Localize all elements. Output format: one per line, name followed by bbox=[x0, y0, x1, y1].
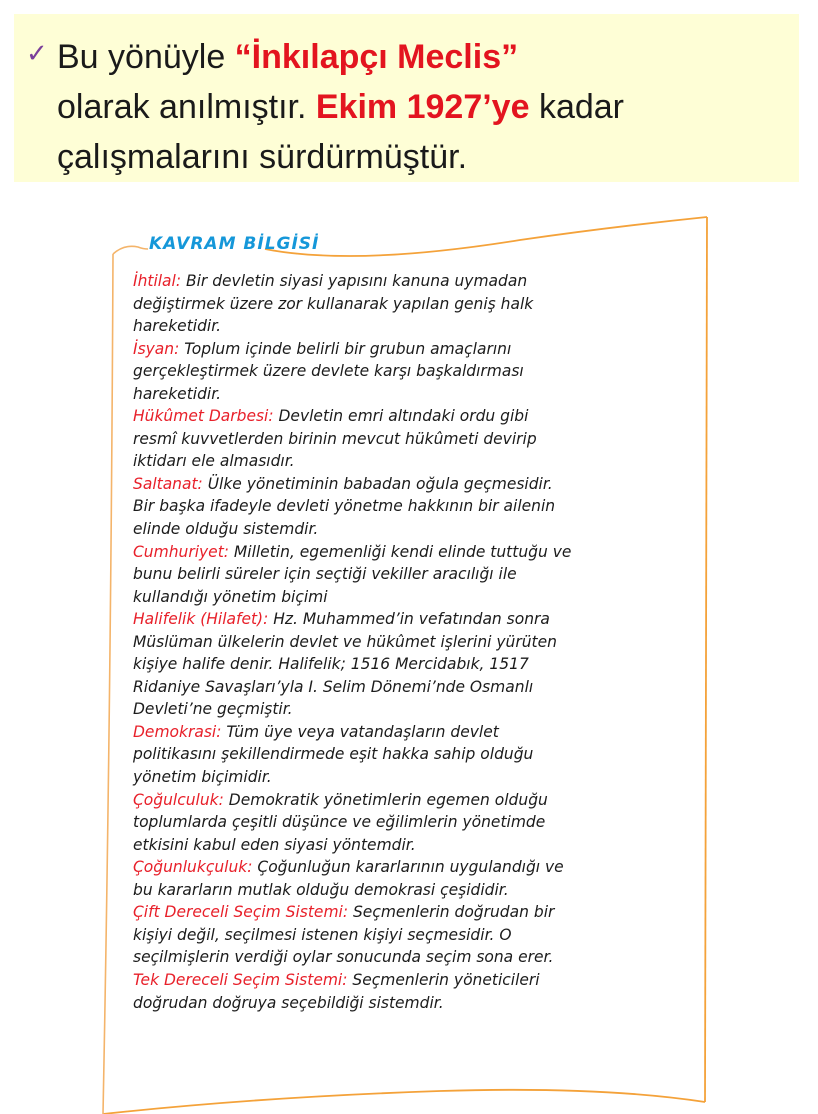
definition-line-term-start bbox=[133, 789, 701, 812]
definition-line bbox=[133, 653, 701, 676]
definition-text: resmî kuvvetlerden birinin mevcut hükûmeti devirip bbox=[133, 429, 537, 448]
definition-text: Ridaniye Savaşları’yla I. Selim Dönemi’nde Osmanlı bbox=[133, 677, 534, 696]
definition-text: değiştirmek üzere zor kullanarak yapılan geniş halk bbox=[133, 294, 534, 313]
definition-line bbox=[133, 383, 701, 406]
definition-line-term-start bbox=[133, 721, 701, 744]
definition-text: doğrudan doğruya seçebildiği sistemdir. bbox=[133, 993, 444, 1012]
definition-text: Devleti’ne geçmiştir. bbox=[133, 700, 293, 719]
definition-line bbox=[133, 698, 701, 721]
definition-text: kişiye halife denir. Halifelik; 1516 Mercidabık, 1517 bbox=[133, 655, 529, 674]
definition-line bbox=[133, 924, 701, 947]
definition-text: Seçmenlerin yöneticileri bbox=[347, 970, 540, 989]
definition-term: Cumhuriyet: bbox=[133, 542, 229, 561]
definition-line-term-start bbox=[133, 608, 701, 631]
definition-text: Bir başka ifadeyle devleti yönetme hakkının bir ailenin bbox=[133, 497, 556, 516]
callout-line-3: çalışmalarını sürdürmüştür. bbox=[57, 138, 468, 176]
definition-text: Bir devletin siyasi yapısını kanuna uymadan bbox=[181, 272, 528, 290]
definition-text: Toplum içinde belirli bir grubun amaçlarını bbox=[179, 339, 512, 358]
definition-line bbox=[133, 495, 701, 518]
definition-term: İsyan: bbox=[133, 339, 180, 358]
definition-line bbox=[133, 563, 701, 586]
definition-text: bunu belirli süreler için seçtiği vekiller aracılığı ile bbox=[133, 565, 517, 584]
definition-text: iktidarı ele almasıdır. bbox=[133, 452, 295, 471]
definition-term: Tek Dereceli Seçim Sistemi: bbox=[133, 970, 348, 989]
definition-text: seçilmişlerin verdiği oylar sonucunda seçim sona erer. bbox=[133, 948, 554, 967]
definition-line bbox=[133, 811, 701, 834]
definition-text: etkisini kabul eden siyasi yöntemdir. bbox=[133, 835, 416, 854]
definition-line bbox=[133, 946, 701, 969]
concept-box-title: KAVRAM BİLGİSİ bbox=[149, 234, 320, 254]
definition-text: hareketidir. bbox=[133, 317, 222, 336]
definition-line-term-start bbox=[133, 405, 701, 428]
definition-line bbox=[133, 743, 701, 766]
definition-text: kullandığı yönetim biçimi bbox=[133, 587, 328, 606]
definition-text: Müslüman ülkelerin devlet ve hükûmet işlerini yürüten bbox=[133, 632, 557, 651]
highlight-date: Ekim 1927’ye bbox=[315, 88, 530, 126]
definition-line-term-start bbox=[133, 901, 701, 924]
definition-line bbox=[133, 631, 701, 654]
definition-text: Milletin, egemenliği kendi elinde tuttuğu ve bbox=[228, 542, 572, 561]
definition-line bbox=[133, 766, 701, 789]
definition-text: yönetim biçimidir. bbox=[133, 768, 272, 787]
definition-text: Tüm üye veya vatandaşların devlet bbox=[221, 722, 499, 741]
highlight-revolutionary-assembly: “İnkılapçı Meclis” bbox=[234, 38, 519, 76]
definition-term: Çift Dereceli Seçim Sistemi: bbox=[133, 903, 349, 922]
definition-line bbox=[133, 428, 701, 451]
definition-term: Çoğulculuk: bbox=[133, 790, 224, 809]
definition-text: gerçekleştirmek üzere devlete karşı başkaldırması bbox=[133, 362, 524, 381]
definition-text: bu kararların mutlak olduğu demokrasi çeşididir. bbox=[133, 880, 509, 899]
definition-line-term-start bbox=[133, 473, 701, 496]
definition-line bbox=[133, 315, 701, 338]
definition-text: toplumlarda çeşitli düşünce ve eğilimlerin yönetimde bbox=[133, 813, 546, 832]
definition-line bbox=[133, 360, 701, 383]
definition-text: Demokratik yönetimlerin egemen olduğu bbox=[223, 790, 548, 809]
callout-text-segment: Bu yönüyle bbox=[57, 38, 235, 76]
definition-line bbox=[133, 293, 701, 316]
definition-term: Çoğunlukçuluk: bbox=[133, 858, 253, 877]
definition-line-term-start bbox=[133, 541, 701, 564]
definition-line-term-start bbox=[133, 856, 701, 879]
definition-line-term-start bbox=[133, 270, 701, 293]
definition-line bbox=[133, 518, 701, 541]
definition-text: Devletin emri altındaki ordu gibi bbox=[273, 407, 529, 426]
callout-text-segment: kadar bbox=[529, 88, 624, 126]
definition-line bbox=[133, 879, 701, 902]
definition-line-term-start bbox=[133, 338, 701, 361]
definition-text: hareketidir. bbox=[133, 384, 222, 403]
definition-term: İhtilal: bbox=[133, 272, 182, 290]
definition-term: Hükûmet Darbesi: bbox=[133, 407, 274, 426]
definition-term: Halifelik (Hilafet): bbox=[133, 610, 269, 629]
definition-term: Demokrasi: bbox=[133, 722, 222, 741]
checkmark-icon: ✓ bbox=[26, 38, 48, 68]
definition-term: Saltanat: bbox=[133, 474, 203, 493]
definition-line bbox=[133, 450, 701, 473]
definition-text: Seçmenlerin doğrudan bir bbox=[348, 903, 555, 922]
definition-text: politikasını şekillendirmede eşit hakka sahip olduğu bbox=[133, 745, 534, 764]
definition-text: kişiyi değil, seçilmesi istenen kişiyi seçmesidir. O bbox=[133, 925, 512, 944]
definition-line-term-start bbox=[133, 969, 701, 992]
definition-line bbox=[133, 834, 701, 857]
definition-text: Hz. Muhammed’in vefatından sonra bbox=[268, 610, 550, 629]
definition-line bbox=[133, 676, 701, 699]
definition-text: Ülke yönetiminin babadan oğula geçmesidir. bbox=[202, 474, 553, 493]
definition-text: Çoğunluğun kararlarının uygulandığı ve bbox=[252, 858, 564, 877]
definition-line bbox=[133, 586, 701, 609]
callout-text-segment: olarak anılmıştır. bbox=[57, 88, 316, 126]
definition-text: elinde olduğu sistemdir. bbox=[133, 520, 319, 539]
definition-line bbox=[133, 992, 701, 1015]
concept-definitions bbox=[133, 270, 705, 1014]
